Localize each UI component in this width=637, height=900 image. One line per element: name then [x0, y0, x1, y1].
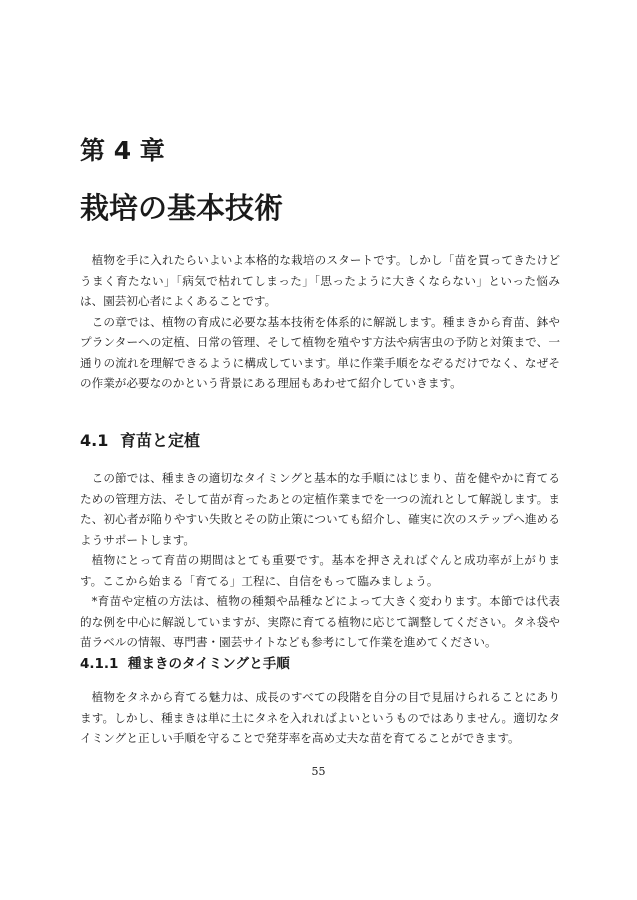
chapter-title: 栽培の基本技術 [80, 191, 284, 225]
section-note: *育苗や定植の方法は、植物の種類や品種などによって大きく変わります。本節では代表的な例を中心に解説していますが、実際に育てる植物に応じて調整してください。タネ袋や苗ラベルの情報、専門書・園芸サイトなども参考にして作業を進めてください。 [80, 594, 560, 649]
section-body [80, 468, 560, 653]
intro-paragraph: この章では、植物の育成に必要な基本技術を体系的に解説します。種まきから育苗、鉢やプランターへの定植、日常の管理、そして植物を殖やす方法や病害虫の予防と対策まで、一通りの流れを理解できるように構成しています。単に作業手順をなぞるだけでなく、なぜその作業が必要なのかという背景にある理屈もあわせて紹介していきます。 [80, 314, 560, 390]
section-paragraph: この節では、種まきの適切なタイミングと基本的な手順にはじまり、苗を健やかに育てるための管理方法、そして苗が育ったあとの定植作業までを一つの流れとして解説します。また、初心者が陥りやすい失敗とその防止策についても紹介し、確実に次のステップへ進めるようサポートします。 [80, 471, 560, 547]
subsection-heading [80, 654, 290, 674]
subsection-paragraph: 植物をタネから育てる魅力は、成長のすべての段階を自分の目で見届けられることにあります。しかし、種まきは単に土にタネを入れればよいというものではありません。適切なタイミングと正しい手順を守ることで発芽率を高め丈夫な苗を育てることができます。 [80, 690, 560, 745]
section-number: 4.1 [80, 431, 109, 450]
intro-paragraph: 植物を手に入れたらいよいよ本格的な栽培のスタートです。しかし「苗を買ってきたけどうまく育たない」「病気で枯れてしまった」「思ったように大きくならない」といった悩みは、園芸初心者によくあることです。 [80, 253, 560, 308]
page-number: 55 [311, 765, 326, 778]
subsection-number: 4.1.1 [80, 656, 119, 672]
section-paragraph: 植物にとって育苗の期間はとても重要です。基本を押さえればぐんと成功率が上がります。ここから始まる「育てる」工程に、自信をもって臨みましょう。 [80, 553, 560, 588]
subsection-body [80, 687, 560, 749]
section-heading [80, 430, 200, 452]
subsection-title: 種まきのタイミングと手順 [128, 656, 290, 672]
chapter-intro [80, 250, 560, 394]
chapter-label: 第 4 章 [80, 136, 165, 165]
section-title: 育苗と定植 [120, 431, 201, 450]
